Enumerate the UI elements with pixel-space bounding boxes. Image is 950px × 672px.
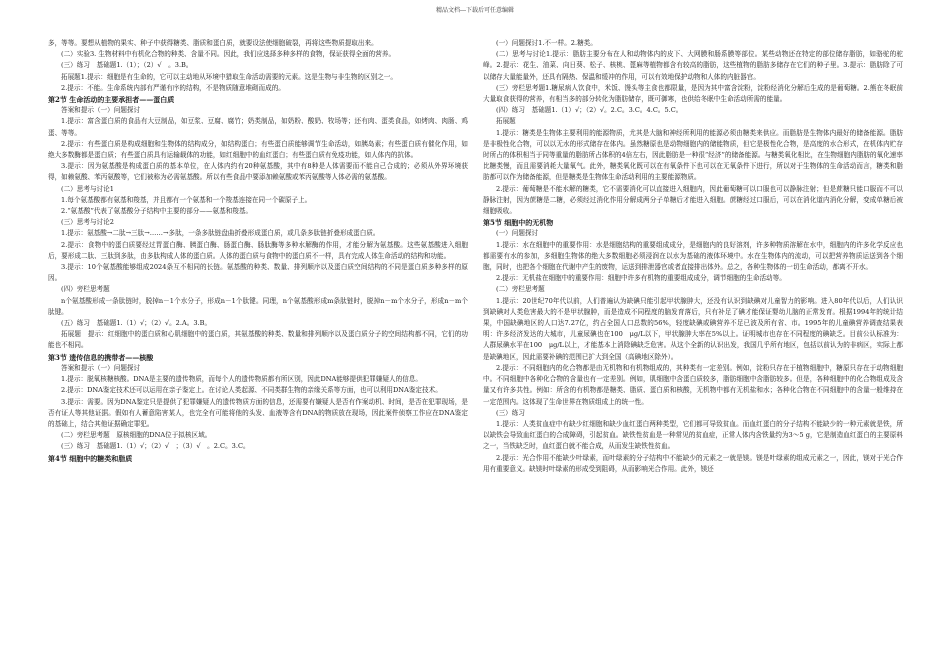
right-paragraph: 2.提示：光合作用不能缺少叶绿素，而叶绿素的分子结构中不能缺少的元素之一就是镁。镁是叶绿素的组成元素之一，因此，镁对于光合作用有重要意义。缺镁时叶绿素的形成受到阻碍，从而影响光合作用。此外，镁还: [483, 453, 903, 473]
right-paragraph: (一）问题探讨: [496, 229, 539, 238]
left-section-heading: 第4节 细胞中的糖类和脂质: [48, 453, 133, 463]
left-paragraph: 1.每个氨基酸都有氨基和羧基，并且都有一个氨基和一个羧基连接在同一个碳原子上。: [61, 195, 312, 204]
left-paragraph: (三）思考与讨论2: [61, 218, 114, 227]
left-paragraph: (三）练习 基础题1.（1）√；（2）√ ；（3）√ 。2.C。3.C。: [61, 442, 250, 451]
left-paragraph: 1.提示：氨基酸→二肽→三肽→……→多肽，一条多肽链盘曲折叠形成蛋白质，或几条多肽链折叠形成蛋白质。: [61, 229, 380, 238]
right-paragraph: (四）练习 基础题1.（1）√；（2）√。2.C。3.C。4.C。5.C。: [496, 106, 683, 115]
left-paragraph: 答案和提示（一）问题探讨: [61, 106, 141, 115]
left-paragraph: 2.提示：DNA鉴定技术还可以运用在亲子鉴定上。在讨论人类起源、不同类群生物的亲缘关系等方面，也可以利用DNA鉴定技术。: [61, 386, 442, 395]
left-paragraph: 3.提示：需要。因为DNA鉴定只是提供了犯罪嫌疑人的遗传物质方面的信息，还需要有嫌疑人是否有作案动机、时间，是否在犯罪现场，是否有证人等其他证据。假如有人蓄意陷害某人，也完全有可能将他的头发、血液等含有DNA的物质放在现场，因此案件侦察工作应在DNA鉴定的基础上，结合其他证据确定罪犯。: [48, 397, 468, 428]
right-paragraph: (一）问题探讨1.不一样。2.糖类。: [496, 39, 597, 47]
left-paragraph: 2.提示：有些蛋白质是构成细胞和生物体的结构成分，如结构蛋白；有些蛋白质能够调节生命活动，如胰岛素；有些蛋白质有催化作用，如绝大多数酶都是蛋白质；有些蛋白质具有运输载体的功能，如红细胞中的血红蛋白；有些蛋白质有免疫功能，如人体内的抗体。: [48, 139, 468, 160]
left-section-heading: 第2节 生命活动的主要承担者——蛋白质: [48, 95, 175, 105]
right-paragraph: 拓展题: [496, 117, 516, 126]
left-paragraph: 2.提示：食物中的蛋白质要经过胃蛋白酶、胰蛋白酶、肠蛋白酶、肠肽酶等多种水解酶的作用，才能分解为氨基酸。这些氨基酸进入细胞后，要形成二肽、三肽到多肽，由多肽构成人体的蛋白质。人体的蛋白质与食物中的蛋白质不一样，具有完成人体生命活动的结构和功能。: [48, 240, 468, 260]
left-paragraph: 3.提示：10个氨基酸能够组成2024条互不相同的长链。氨基酸的种类、数量、排列顺序以及蛋白质空间结构的不同是蛋白质多种多样的原因。: [48, 263, 468, 283]
page-header: 精品文档---下载后可任意编辑: [435, 7, 515, 14]
left-section-heading: 第3节 遗传信息的携带者——核酸: [48, 352, 154, 362]
right-paragraph: (三）练习: [496, 408, 525, 417]
right-paragraph: 1.提示：糖类是生物体主要利用的能源物质，尤其是大脑和神经所利用的能源必须由糖类来供应。而脂肪是生物体内最好的储备能源。脂肪是非极性化合物，可以以无水的形式储存在体内。虽然糖原也是动物细胞内的储能物质，但它是极性化合物，是高度的水合形式，在机体内贮存时所占的体积相当于同等重量的脂肪所占体积的4倍左右，因此脂肪是一种很“经济”的储备能源。与糖类氧化相比，在生物细胞内脂肪的氧化速率比糖类慢，而且需要消耗大量氧气。此外，糖类氧化既可以在有氧条件下也可以在无氧条件下进行，所以对于生物体的生命活动而言，糖类和脂肪都可以作为储备能源，但是糖类是生物体生命活动利用的主要能源物质。: [483, 128, 903, 182]
right-paragraph: 1.提示：水在细胞中的重要作用：水是细胞结构的重要组成成分，是细胞内的良好溶剂，许多种物质溶解在水中，细胞内的许多化学反应也都需要有水的参加，多细胞生物体的绝大多数细胞必须浸润在以水为基础的液体环境中。水在生物体内的流动，可以把营养物质运送到各个细胞，同时，也把各个细胞在代谢中产生的废物，运送到排泄器官或者直接排出体外。总之，各种生物体的一切生命活动，都离不开水。: [483, 240, 903, 272]
left-paragraph: (五）练习 基础题1.（1）√；（2）√。2.A。3.B。: [61, 319, 212, 328]
left-paragraph: 拓展题 提示：红细胞中的蛋白质和心肌细胞中的蛋白质，其氨基酸的种类、数量和排列顺序以及蛋白质分子的空间结构都不同，它们的功能也不相同。: [48, 330, 468, 350]
left-paragraph: 2.提示：不能。生命系统内部有严谨有序的结构，不是物质随意堆砌而成的。: [61, 83, 285, 92]
left-paragraph: 多，等等。要想从植物的果实、种子中获得糖类、脂质和蛋白质，就要设法使细胞破裂，再将这些物质提取出来。: [48, 39, 378, 47]
left-paragraph: (二）实验3. 生物材料中有机化合物的种类、含量不同。因此，我们应选择多种多样的食物，保证获得全面的营养。: [61, 50, 396, 59]
left-paragraph: (四）旁栏思考题: [61, 285, 110, 294]
left-column: [48, 38, 468, 666]
left-paragraph: 3.提示：因为氨基酸是构成蛋白质的基本单位，在人体内约有20种氨基酸，其中有8种是人体需要而不能自己合成的；必须从外界环境获得，如赖氨酸、苯丙氨酸等，它们被称为必需氨基酸。所以有些食品中要添加赖氨酸或苯丙氨酸等人体必需的氨基酸。: [48, 162, 468, 182]
right-paragraph: 2.提示：葡萄糖是不能水解的糖类，它不需要消化可以直接进入细胞内，因此葡萄糖可以口服也可以静脉注射；但是蔗糖只能口服而不可以静脉注射，因为蔗糖是二糖，必须经过消化作用分解成两分子单糖后才能进入细胞。蔗糖经过口服后，可以在消化道内消化分解，变成单糖后被细胞吸收。: [483, 184, 903, 216]
left-paragraph: n个氨基酸形成一条肽链时，脱掉n－1个水分子，形成n－1个肽键。同理，n个氨基酸形成m条肽链时，脱掉n－m个水分子，形成n－m个肽键。: [48, 296, 468, 316]
right-paragraph: (二）旁栏思考题: [496, 285, 545, 294]
left-paragraph: 答案和提示（一）问题探讨: [61, 363, 141, 372]
right-section-heading: 第5节 细胞中的无机物: [483, 218, 554, 228]
right-paragraph: (二）思考与讨论1.提示：脂肪主要分布在人和动物体内的皮下、大网膜和肠系膜等部位。某些动物还在特定的部位储存脂肪，如骆驼的驼峰。2.提示：花生、油菜、向日葵、松子、核桃、蓖麻等植物都含有较高的脂肪，这些植物的脂肪多储存在它们的种子里。3.提示：脂肪除了可以储存大量能量外，还具有隔热、保温和缓冲的作用，可以有效地保护动物和人体的内脏器官。: [483, 50, 903, 81]
left-paragraph: (二）思考与讨论1: [61, 184, 114, 193]
left-paragraph: 拓展题1.提示：细胞是有生命的，它可以主动地从环境中猎取生命活动需要的元素。这是生物与非生物的区别之一。: [61, 72, 397, 81]
left-paragraph: (二）旁栏思考题 原核细胞的DNA位于拟核区域。: [61, 431, 212, 440]
left-paragraph: 2.“氨基酸”代表了氨基酸分子结构中主要的部分——氨基和羧基。: [61, 207, 253, 216]
right-paragraph: 2.提示：不同细胞内的化合物都是由无机物和有机物组成的，其种类有一定差别。例如，淀粉只存在于植物细胞中，糖原只存在于动物细胞中。不同细胞中各种化合物的含量也有一定差别。例如，肌细胞中含蛋白质较多，脂肪细胞中含脂肪较多。但是，各种细胞中的化合物组成及含量又有许多共性。例如：所含的有机物都是糖类、脂质、蛋白质和核酸，无机物中都有无机盐和水；各种化合物在不同细胞中的含量一般维持在一定范围内。这体现了生命世界在物质组成上的统一性。: [483, 363, 903, 406]
right-paragraph: 2.提示：无机盐在细胞中的重要作用：细胞中许多有机物的重要组成成分，调节细胞的生命活动等。: [496, 274, 786, 283]
right-paragraph: 1.提示：人类贫血症中有缺少红细胞和缺少血红蛋白两种类型，它们都可导致贫血。而血红蛋白的分子结构不能缺少的一种元素就是铁，所以缺铁会导致血红蛋白的合成障碍，引起贫血。缺铁性贫血是一种常见的贫血症，正常人体内含铁量约为3～5 g，它是制造血红蛋白的主要原料之一，当铁缺乏时，血红蛋白就不能合成，从而发生缺铁性贫血。: [483, 419, 903, 451]
right-paragraph: (三）旁栏思考题1.糖尿病人饮食中，米饭、馒头等主食也都限量，是因为其中富含淀粉，淀粉经消化分解后生成的是葡萄糖。2.熊在冬眠前大量取食获得的营养，有相当多的部分转化为脂肪储存，既可御寒，也供给冬眠中生命活动所需的能量。: [483, 83, 903, 104]
left-paragraph: (三）练习 基础题1.（1）；（2）√ 。3.B。: [61, 61, 193, 70]
right-column: [483, 38, 903, 666]
right-paragraph: 1.提示：20世纪70年代以前，人们普遍认为缺碘只能引起甲状腺肿大，还没有认识到缺碘对儿童智力的影响。进入80年代以后，人们认识到缺碘对人类危害最大的不是甲状腺肿，而是造成不同程度的脑发育落后，只有补足了碘才能保证婴幼儿脑的正常发育。根据1994年的统计结果，中国缺碘地区的人口达7.27亿，约占全国人口总数的56%，轻度缺碘或碘营养不足已波及所有省、市。1995年的儿童碘营养调查结果表明：许多经济发达的大城市，儿童尿碘也在100 μg/L以下，甲状腺肿大率在5%以上。证明城市也存在不同程度的碘缺乏。目前公认标准为：人群尿碘水平在100 μg/L以上，才能基本上消除碘缺乏危害。从这个全新的认识出发，我国几乎所有地区，包括以前认为的非病区，实际上都是缺碘地区，因此需要补碘的范围已扩大到全国（高碘地区除外）。: [483, 296, 903, 361]
left-paragraph: 1.提示：富含蛋白质的食品有大豆制品，如豆浆、豆腐、腐竹；奶类制品，如奶粉、酸奶、牧场等；还有肉、蛋类食品，如烤肉、肉肠、鸡蛋、等等。: [48, 117, 468, 137]
left-paragraph: 1.提示：脱氧核糖核酸。DNA是主要的遗传物质，而每个人的遗传物质都有所区别，因此DNA能够提供犯罪嫌疑人的信息。: [61, 375, 423, 384]
